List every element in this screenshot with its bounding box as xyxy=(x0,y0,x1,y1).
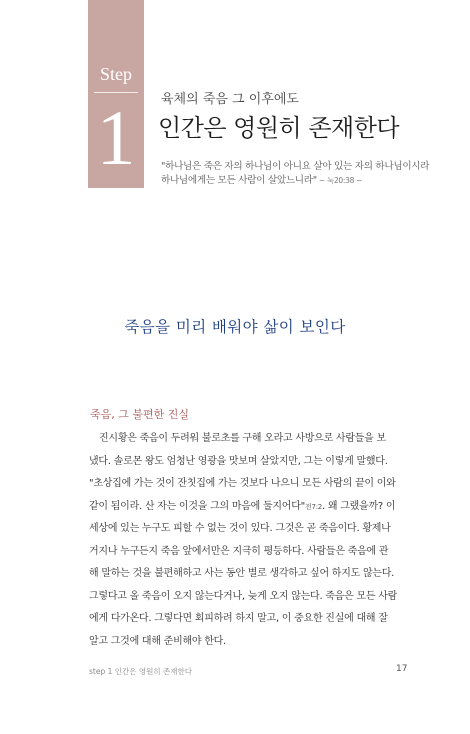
sub-heading: 죽음, 그 불편한 진실 xyxy=(90,408,189,421)
quote-reference: ~ 눅20:38 ~ xyxy=(316,176,363,185)
body-line: 진시황은 죽음이 두려워 불로초를 구해 오라고 사방으로 사람들을 보 xyxy=(99,433,386,444)
body-line: 냈다. 솔로몬 왕도 엄청난 영광을 맛보며 살았지만, 그는 이렇게 말했다. xyxy=(89,455,388,467)
quote-line-2: 하나님에게는 모든 사람이 살았느니라" xyxy=(161,175,317,186)
scripture-reference: 전7:2 xyxy=(304,502,323,511)
body-line: 해 말하는 것을 불편해하고 사는 동안 별로 생각하고 싶어 하지도 않는다. xyxy=(89,568,395,579)
step-number: 1 xyxy=(96,94,136,181)
body-text xyxy=(89,428,414,653)
body-line: 세상에 있는 누구도 피할 수 없는 것이 있다. 그것은 곧 죽음이다. 황제나 xyxy=(89,523,391,534)
step-label: Step xyxy=(99,64,132,84)
body-line: "초상집에 가는 것이 잔칫집에 가는 것보다 나으니 모든 사람의 끝이 이와 xyxy=(89,478,396,489)
quote-line-1: "하나님은 죽은 자의 하나님이 아니요 살아 있는 자의 하나님이시라 xyxy=(161,161,430,172)
running-head: step 1 인간은 영원히 존재한다 xyxy=(89,667,192,676)
body-line-with-ref xyxy=(89,496,414,519)
epigraph-quote xyxy=(161,160,441,188)
chapter-title: 인간은 영원히 존재한다 xyxy=(158,114,400,142)
page-number: 17 xyxy=(396,664,408,674)
chapter-step-block xyxy=(88,0,144,188)
body-line: 그렇다고 올 죽음이 오지 않는다거나, 늦게 오지 않는다. 죽음은 모든 사람 xyxy=(89,590,398,602)
chapter-kicker: 육체의 죽음 그 이후에도 xyxy=(161,92,299,107)
body-line: 에게 다가온다. 그렇다면 회피하려 하지 말고, 이 중요한 진실에 대해 잘 xyxy=(89,613,388,624)
section-heading: 죽음을 미리 배워야 삶이 보인다 xyxy=(124,318,346,336)
body-line: 거지나 누구든지 죽음 앞에서만은 지극히 평등하다. 사람들은 죽음에 관 xyxy=(89,545,389,557)
body-segment: . 왜 그랬을까? 이 xyxy=(322,500,396,512)
body-segment: 같이 됨이라. 산 자는 이것을 그의 마음에 둘지어다" xyxy=(89,500,305,512)
body-line: 알고 그것에 대해 준비해야 한다. xyxy=(89,635,226,647)
